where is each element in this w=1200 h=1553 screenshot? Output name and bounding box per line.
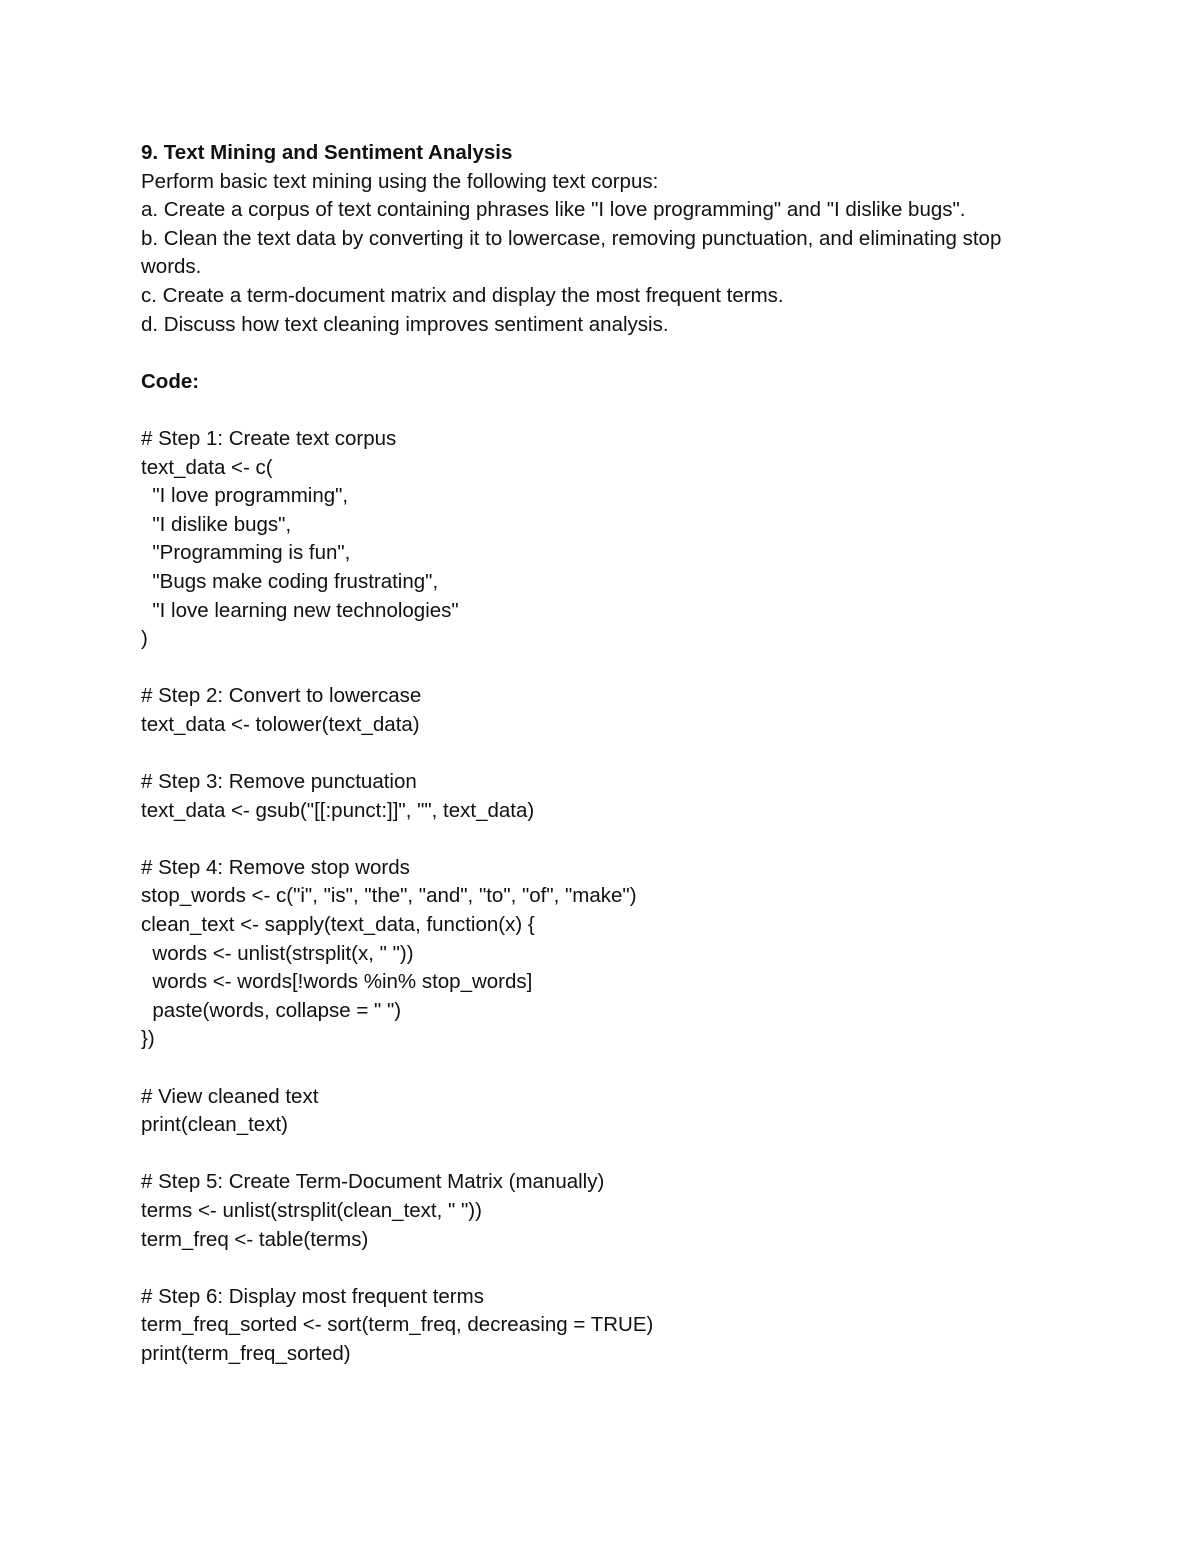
code-line: "I dislike bugs",	[141, 512, 292, 536]
code-line: text_data <- gsub("[[:punct:]]", "", text_data)	[141, 798, 535, 822]
code-blank-line	[141, 1140, 1061, 1169]
code-line: })	[141, 1027, 155, 1051]
code-line: words <- unlist(strsplit(x, " "))	[141, 941, 414, 965]
code-blank-line	[141, 825, 1061, 854]
code-line: term_freq_sorted <- sort(term_freq, decreasing = TRUE)	[141, 1313, 654, 1337]
code-line: stop_words <- c("i", "is", "the", "and", "to", "of", "make")	[141, 884, 637, 908]
code-line: print(clean_text)	[141, 1113, 288, 1137]
code-line: words <- words[!words %in% stop_words]	[141, 970, 533, 994]
code-blank-line	[141, 739, 1061, 768]
spacer	[141, 339, 1061, 368]
code-line: text_data <- c(	[141, 455, 273, 479]
code-block	[141, 425, 1061, 1369]
task-d: d. Discuss how text cleaning improves sentiment analysis.	[141, 312, 669, 336]
code-blank-line	[141, 1254, 1061, 1283]
code-comment-line: # Step 6: Display most frequent terms	[141, 1284, 484, 1308]
code-line: "Programming is fun",	[141, 541, 351, 565]
code-comment-line: # Step 5: Create Term-Document Matrix (manually)	[141, 1170, 605, 1194]
code-line: print(term_freq_sorted)	[141, 1341, 351, 1365]
code-blank-line	[141, 654, 1061, 683]
task-c: c. Create a term-document matrix and display the most frequent terms.	[141, 283, 784, 307]
task-a: a. Create a corpus of text containing phrases like "I love programming" and "I dislike bugs".	[141, 198, 966, 222]
code-comment-line: # Step 1: Create text corpus	[141, 426, 397, 450]
code-comment-line: # Step 4: Remove stop words	[141, 855, 410, 879]
document-body	[141, 139, 1061, 1369]
spacer	[141, 396, 1061, 425]
code-blank-line	[141, 1054, 1061, 1083]
intro-text: Perform basic text mining using the following text corpus:	[141, 169, 659, 193]
code-line: "Bugs make coding frustrating",	[141, 569, 439, 593]
code-comment-line: # View cleaned text	[141, 1084, 319, 1108]
task-b: b. Clean the text data by converting it to lowercase, removing punctuation, and eliminating stop words.	[141, 226, 1002, 279]
code-heading: Code:	[141, 369, 200, 393]
code-line: clean_text <- sapply(text_data, function(x) {	[141, 913, 535, 937]
code-line: "I love learning new technologies"	[141, 598, 459, 622]
code-line: term_freq <- table(terms)	[141, 1227, 369, 1251]
code-line: paste(words, collapse = " ")	[141, 998, 402, 1022]
code-line: "I love programming",	[141, 484, 349, 508]
section-title: 9. Text Mining and Sentiment Analysis	[141, 141, 513, 164]
code-comment-line: # Step 2: Convert to lowercase	[141, 684, 422, 708]
code-comment-line: # Step 3: Remove punctuation	[141, 770, 417, 794]
code-line: terms <- unlist(strsplit(clean_text, " "))	[141, 1198, 482, 1222]
code-line: )	[141, 627, 148, 651]
code-line: text_data <- tolower(text_data)	[141, 712, 420, 736]
